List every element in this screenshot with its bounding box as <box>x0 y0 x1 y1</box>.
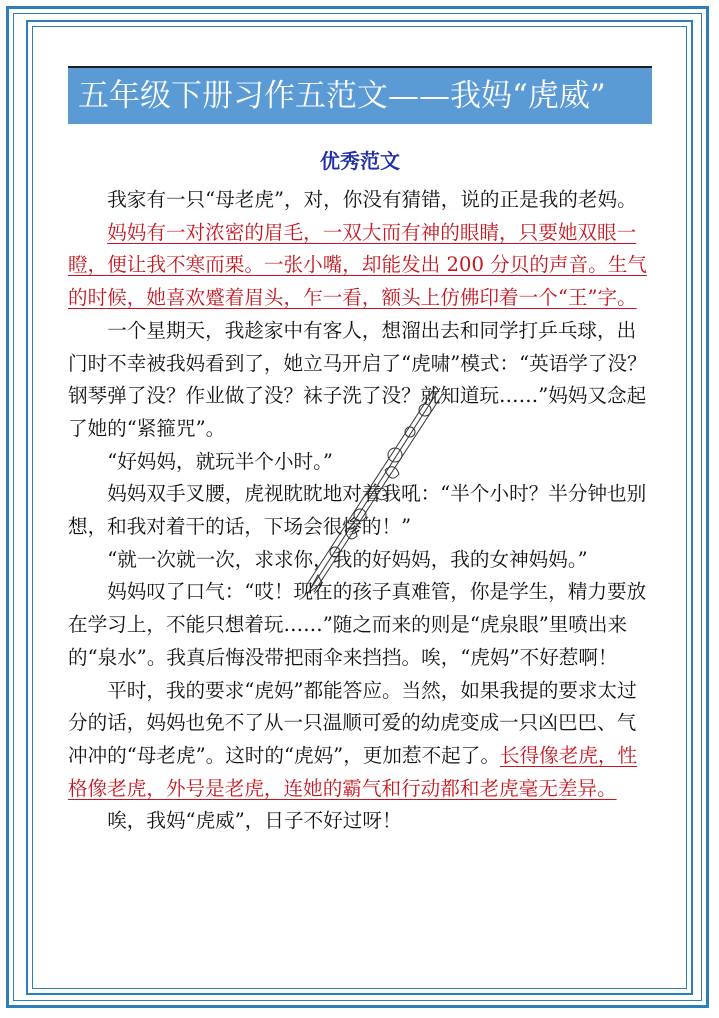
paragraph-text: 唉，我妈“虎威”，日子不好过呀！ <box>107 809 402 833</box>
highlighted-sentence: 妈妈有一对浓密的眉毛，一双大而有神的眼睛，只要她双眼一瞪，便让我不寒而栗。一张小嘴，却能发出 200 分贝的声音。生气的时候，她喜欢蹙着眉头，乍一看，额头上仿佛印着一个“王”字。 <box>68 220 647 310</box>
essay-paragraph <box>68 544 652 577</box>
essay-paragraph <box>68 184 652 217</box>
paragraph-text: 妈妈双手叉腰，虎视眈眈地对着我吼：“半个小时？半分钟也别想，和我对着干的话，下场会很惨的！” <box>68 482 647 539</box>
page-title: 五年级下册习作五范文——我妈“虎威” <box>68 66 652 124</box>
essay-paragraph <box>68 805 652 838</box>
highlighted-sentence: 长得像老虎，性格像老虎，外号是老虎，连她的霸气和行动都和老虎毫无差异。 <box>68 743 638 800</box>
essay-body <box>68 184 652 838</box>
paragraph-text: 一个星期天，我趁家中有客人，想溜出去和同学打乒乓球，出门时不幸被我妈看到了，她立马开启了“虎啸”模式：“英语学了没？钢琴弹了没？作业做了没？袜子洗了没？就知道玩……”妈妈又念起了她的“紧箍咒”。 <box>68 318 647 440</box>
essay-paragraph <box>68 576 652 674</box>
paragraph-text: 妈妈叹了口气：“哎！现在的孩子真难管，你是学生，精力要放在学习上，不能只想着玩……”随之而来的则是“虎泉眼”里喷出来的“泉水”。我真后悔没带把雨伞来挡挡。唉，“虎妈”不好惹啊！ <box>68 580 647 669</box>
essay-paragraph <box>68 675 652 806</box>
paragraph-text: “好妈妈，就玩半个小时。” <box>107 449 333 473</box>
paragraph-text: 平时，我的要求“虎妈”都能答应。当然，如果我提的要求太过分的话，妈妈也免不了从一只温顺可爱的幼虎变成一只凶巴巴、气冲冲的“母老虎”。这时的“虎妈”，更加惹不起了。 <box>68 678 637 767</box>
section-subtitle: 优秀范文 <box>320 149 400 173</box>
essay-paragraph <box>68 478 652 543</box>
paragraph-text: 我家有一只“母老虎”，对，你没有猜错，说的正是我的老妈。 <box>107 188 637 211</box>
essay-paragraph <box>68 446 652 479</box>
paragraph-text: “就一次就一次，求求你，我的好妈妈，我的女神妈妈。” <box>107 547 588 571</box>
essay-paragraph <box>68 217 652 315</box>
essay-paragraph <box>68 315 652 446</box>
